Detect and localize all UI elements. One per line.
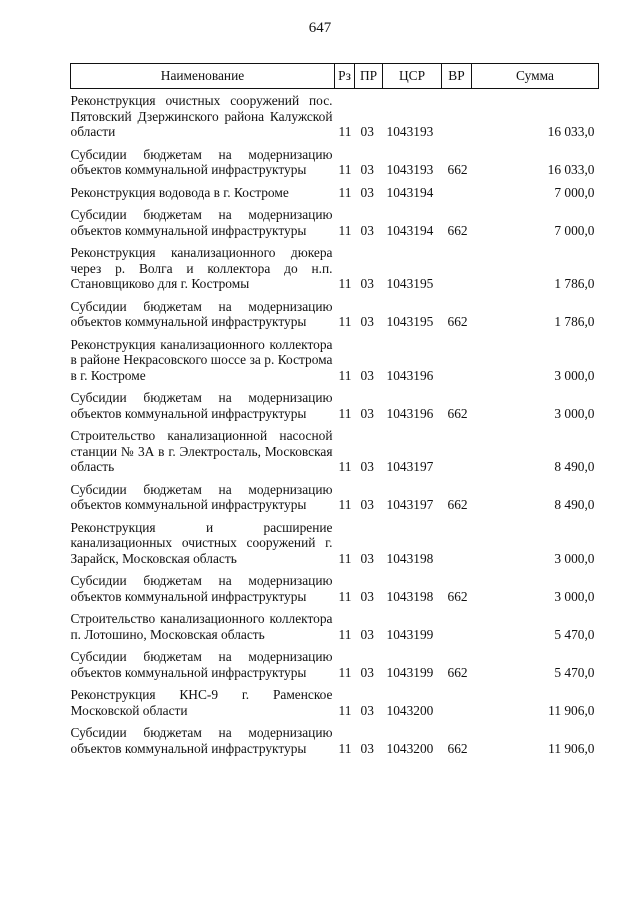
- header-sum: Сумма: [472, 64, 599, 89]
- row-rz: 11: [338, 550, 352, 566]
- row-name: Субсидии бюджетам на модернизацию объектов коммунальной инфраструктуры: [70, 573, 333, 604]
- table-row: [71, 89, 599, 140]
- row-sum: 11 906,0: [548, 740, 595, 756]
- row-name: Реконструкция водовода в г. Костроме: [70, 184, 289, 200]
- row-vr: [442, 89, 472, 140]
- row-vr: [442, 178, 472, 201]
- row-rz: 11: [338, 664, 352, 680]
- header-csr: ЦСР: [383, 64, 442, 89]
- table-row: [71, 330, 599, 384]
- row-name: Субсидии бюджетам на модернизацию объектов коммунальной инфраструктуры: [70, 481, 333, 512]
- row-pr: 03: [360, 222, 374, 238]
- row-sum: 8 490,0: [554, 459, 595, 474]
- row-csr: 1043199: [386, 664, 434, 680]
- header-pr: ПР: [355, 64, 383, 89]
- row-pr: 03: [360, 405, 374, 421]
- row-sum: 8 490,0: [554, 497, 595, 512]
- row-sum: 16 033,0: [547, 162, 595, 177]
- row-rz: 11: [338, 222, 352, 238]
- table-row: [71, 475, 599, 513]
- header-name: Наименование: [71, 64, 335, 89]
- row-name: Субсидии бюджетам на модернизацию объектов коммунальной инфраструктуры: [70, 207, 333, 238]
- row-name: Реконструкция очистных сооружений пос. Пятовский Дзержинского района Калужской области: [70, 93, 333, 139]
- table-row: [71, 604, 599, 642]
- row-name: Субсидии бюджетам на модернизацию объектов коммунальной инфраструктуры: [70, 298, 333, 329]
- row-vr: 662: [447, 588, 468, 604]
- row-vr: 662: [447, 664, 468, 680]
- row-rz: 11: [338, 184, 352, 200]
- row-vr: [442, 604, 472, 642]
- row-csr: 1043193: [386, 162, 434, 177]
- row-sum: 1 786,0: [554, 314, 595, 329]
- row-pr: 03: [360, 124, 374, 139]
- row-name: Реконструкция канализационного дюкера через р. Волга и коллектора до н.п. Становщиково для г. Костромы: [70, 245, 333, 291]
- row-vr: 662: [447, 740, 468, 756]
- row-csr: 1043194: [386, 184, 434, 200]
- row-csr: 1043199: [386, 626, 434, 642]
- row-rz: 11: [338, 626, 352, 642]
- row-vr: 662: [447, 497, 468, 512]
- row-vr: [442, 330, 472, 384]
- row-name: Реконструкция КНС-9 г. Раменское Московской области: [70, 687, 333, 718]
- budget-table: [70, 63, 599, 756]
- row-pr: 03: [360, 314, 374, 329]
- row-vr: [442, 680, 472, 718]
- table-header-row: [71, 64, 599, 89]
- row-sum: 3 000,0: [554, 405, 595, 421]
- row-pr: 03: [360, 184, 374, 200]
- row-csr: 1043196: [386, 405, 434, 421]
- row-csr: 1043195: [386, 276, 434, 291]
- row-name: Строительство канализационной насосной станции № 3А в г. Электросталь, Московская область: [70, 428, 333, 474]
- row-sum: 7 000,0: [554, 184, 595, 200]
- row-name: Субсидии бюджетам на модернизацию объектов коммунальной инфраструктуры: [70, 390, 333, 421]
- row-sum: 3 000,0: [554, 550, 595, 566]
- row-csr: 1043193: [386, 124, 434, 139]
- row-vr: [442, 513, 472, 567]
- table-row: [71, 200, 599, 238]
- row-csr: 1043200: [386, 702, 434, 718]
- table-row: [71, 513, 599, 567]
- page-number: 647: [308, 20, 332, 36]
- row-csr: 1043195: [386, 314, 434, 329]
- table-row: [71, 421, 599, 475]
- row-sum: 5 470,0: [554, 626, 595, 642]
- table-row: [71, 140, 599, 178]
- row-name: Строительство канализационного коллектора п. Лотошино, Московская область: [70, 611, 333, 642]
- row-vr: [442, 421, 472, 475]
- row-rz: 11: [338, 702, 352, 718]
- row-rz: 11: [338, 124, 352, 139]
- row-pr: 03: [360, 740, 374, 756]
- row-vr: 662: [447, 405, 468, 421]
- row-vr: [442, 238, 472, 292]
- table-row: [71, 566, 599, 604]
- row-pr: 03: [360, 702, 374, 718]
- row-csr: 1043197: [386, 497, 434, 512]
- table-row: [71, 680, 599, 718]
- row-rz: 11: [338, 314, 352, 329]
- row-pr: 03: [360, 162, 374, 177]
- table-row: [71, 292, 599, 330]
- row-vr: 662: [447, 222, 468, 238]
- table-row: [71, 383, 599, 421]
- header-vr: ВР: [442, 64, 472, 89]
- table-row: [71, 642, 599, 680]
- row-csr: 1043198: [386, 588, 434, 604]
- row-name: Реконструкция и расширение канализационных очистных сооружений г. Зарайск, Московская область: [70, 519, 333, 566]
- header-rz: Рз: [335, 64, 355, 89]
- row-rz: 11: [338, 276, 352, 291]
- row-sum: 16 033,0: [547, 124, 595, 139]
- row-pr: 03: [360, 626, 374, 642]
- row-csr: 1043196: [386, 367, 434, 383]
- row-pr: 03: [360, 497, 374, 512]
- row-rz: 11: [338, 405, 352, 421]
- row-pr: 03: [360, 276, 374, 291]
- table-row: [71, 718, 599, 756]
- row-pr: 03: [360, 459, 374, 474]
- row-name: Субсидии бюджетам на модернизацию объектов коммунальной инфраструктуры: [70, 649, 333, 680]
- row-sum: 11 906,0: [548, 702, 595, 718]
- row-rz: 11: [338, 588, 352, 604]
- row-sum: 3 000,0: [554, 367, 595, 383]
- row-sum: 1 786,0: [554, 276, 595, 291]
- row-pr: 03: [360, 588, 374, 604]
- row-rz: 11: [338, 367, 352, 383]
- table-row: [71, 178, 599, 201]
- row-rz: 11: [338, 497, 352, 512]
- row-csr: 1043198: [386, 550, 434, 566]
- row-pr: 03: [360, 664, 374, 680]
- row-pr: 03: [360, 367, 374, 383]
- row-rz: 11: [338, 459, 352, 474]
- row-rz: 11: [338, 162, 352, 177]
- row-sum: 3 000,0: [554, 588, 595, 604]
- row-vr: 662: [447, 162, 468, 177]
- row-csr: 1043200: [386, 740, 434, 756]
- row-sum: 7 000,0: [554, 222, 595, 238]
- row-rz: 11: [338, 740, 352, 756]
- row-csr: 1043194: [386, 222, 434, 238]
- row-csr: 1043197: [386, 459, 434, 474]
- table-row: [71, 238, 599, 292]
- row-name: Реконструкция канализационного коллектора в районе Некрасовского шоссе за р. Кострома в г. Костроме: [70, 336, 333, 383]
- row-sum: 5 470,0: [554, 664, 595, 680]
- row-vr: 662: [447, 314, 468, 329]
- row-name: Субсидии бюджетам на модернизацию объектов коммунальной инфраструктуры: [70, 725, 333, 756]
- row-name: Субсидии бюджетам на модернизацию объектов коммунальной инфраструктуры: [70, 146, 333, 177]
- row-pr: 03: [360, 550, 374, 566]
